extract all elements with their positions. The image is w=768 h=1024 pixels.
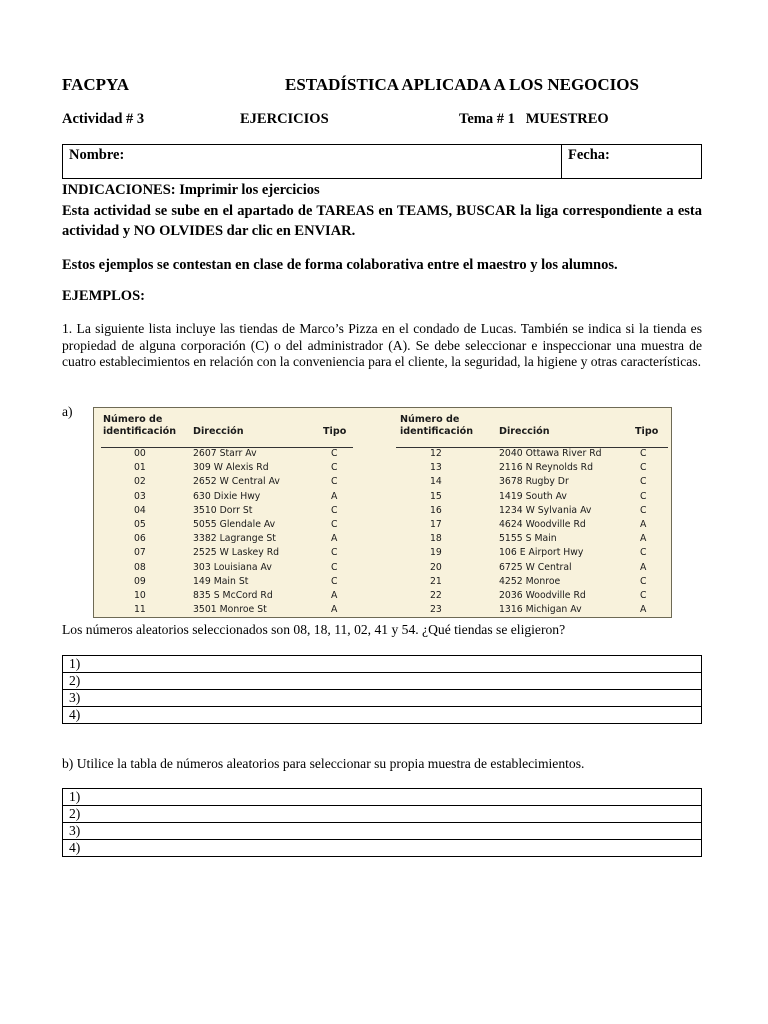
topic-label: Tema # 1 MUESTREO — [459, 111, 609, 127]
store-type: A — [640, 533, 647, 545]
store-type: A — [331, 533, 338, 545]
store-type: C — [640, 476, 647, 488]
store-row — [390, 518, 673, 532]
store-address: 3510 Dorr St — [193, 504, 253, 516]
store-address: 2525 W Laskey Rd — [193, 547, 280, 559]
store-row — [94, 589, 364, 603]
name-date-divider — [561, 145, 562, 178]
store-row — [94, 504, 364, 518]
answer-row[interactable] — [63, 823, 702, 840]
stores-rows-left — [94, 447, 364, 617]
name-field-label: Nombre: — [69, 147, 125, 163]
answer-row[interactable] — [63, 806, 702, 823]
store-address: 3501 Monroe St — [193, 604, 267, 616]
store-row — [390, 603, 673, 617]
store-row — [390, 461, 673, 475]
store-type: A — [640, 518, 647, 530]
store-id: 09 — [134, 575, 146, 587]
store-type: A — [640, 561, 647, 573]
store-address: 2040 Ottawa River Rd — [499, 448, 602, 459]
store-type: C — [331, 504, 338, 516]
stores-table — [93, 407, 672, 618]
store-type: C — [331, 518, 338, 530]
store-id: 14 — [430, 476, 442, 488]
store-row — [390, 561, 673, 575]
stores-header-type-left: Tipo — [323, 426, 347, 437]
answer-table-b — [62, 788, 702, 857]
store-type: C — [331, 547, 338, 559]
store-address: 2652 W Central Av — [193, 476, 280, 488]
store-id: 03 — [134, 490, 146, 502]
store-type: C — [331, 448, 338, 459]
header-id-line1: Número de — [103, 414, 163, 425]
examples-heading: EJEMPLOS: — [62, 288, 145, 304]
store-row — [390, 546, 673, 560]
answer-row[interactable] — [63, 840, 702, 857]
header-id-line2: identificación — [103, 426, 177, 437]
store-id: 13 — [430, 462, 442, 474]
store-id: 18 — [430, 533, 442, 545]
store-row — [94, 518, 364, 532]
store-type: C — [640, 575, 647, 587]
stores-header-address-left: Dirección — [193, 426, 244, 437]
store-type: C — [640, 504, 647, 516]
store-row — [94, 475, 364, 489]
answer-cell[interactable]: 4) — [63, 707, 702, 724]
store-id: 02 — [134, 476, 146, 488]
stores-header-id-right — [400, 414, 473, 438]
store-id: 04 — [134, 504, 146, 516]
answer-row[interactable] — [63, 673, 702, 690]
store-address: 1419 South Av — [499, 490, 567, 502]
store-id: 21 — [430, 575, 442, 587]
store-address: 835 S McCord Rd — [193, 589, 273, 601]
store-address: 4624 Woodville Rd — [499, 518, 586, 530]
store-row — [94, 461, 364, 475]
answer-row[interactable] — [63, 707, 702, 724]
store-type: A — [331, 490, 338, 502]
header-id-line1: Número de — [400, 414, 460, 425]
activity-type: EJERCICIOS — [240, 111, 329, 127]
store-row — [94, 490, 364, 504]
part-a-label: a) — [62, 404, 73, 419]
store-id: 23 — [430, 604, 442, 616]
store-address: 106 E Airport Hwy — [499, 547, 584, 559]
store-address: 1316 Michigan Av — [499, 604, 582, 616]
store-row — [390, 589, 673, 603]
store-id: 16 — [430, 504, 442, 516]
store-type: C — [331, 561, 338, 573]
answer-cell[interactable]: 1) — [63, 789, 702, 806]
instructions-line-1: INDICACIONES: Imprimir los ejercicios — [62, 182, 320, 198]
store-row — [390, 447, 673, 461]
question-b: b) Utilice la tabla de números aleatorios para seleccionar su propia muestra de establecimientos. — [62, 756, 585, 771]
store-id: 01 — [134, 462, 146, 474]
store-row — [94, 532, 364, 546]
store-id: 19 — [430, 547, 442, 559]
answer-cell[interactable]: 2) — [63, 806, 702, 823]
store-type: A — [640, 604, 647, 616]
store-id: 07 — [134, 547, 146, 559]
store-id: 20 — [430, 561, 442, 573]
instructions-line-2: Esta actividad se sube en el apartado de TAREAS en TEAMS, BUSCAR la liga correspondiente a esta actividad y NO OLVIDES dar clic en ENVIAR. — [62, 203, 702, 239]
store-id: 06 — [134, 533, 146, 545]
store-row — [390, 490, 673, 504]
store-id: 00 — [134, 448, 146, 459]
answer-cell[interactable]: 2) — [63, 673, 702, 690]
store-address: 2607 Starr Av — [193, 448, 257, 459]
store-type: C — [331, 476, 338, 488]
store-id: 17 — [430, 518, 442, 530]
answer-table-a — [62, 655, 702, 724]
store-type: C — [640, 547, 647, 559]
activity-number: Actividad # 3 — [62, 111, 145, 127]
store-row — [390, 504, 673, 518]
answer-row[interactable] — [63, 690, 702, 707]
store-address: 630 Dixie Hwy — [193, 490, 261, 502]
store-id: 15 — [430, 490, 442, 502]
store-type: A — [331, 604, 338, 616]
store-id: 05 — [134, 518, 146, 530]
answer-cell[interactable]: 1) — [63, 656, 702, 673]
answer-row[interactable] — [63, 656, 702, 673]
store-row — [94, 546, 364, 560]
store-type: C — [331, 575, 338, 587]
store-row — [94, 575, 364, 589]
stores-header-id-left — [103, 414, 176, 438]
store-id: 22 — [430, 589, 442, 601]
store-row — [390, 575, 673, 589]
name-date-box — [62, 144, 702, 179]
header-id-line2: identificación — [400, 426, 474, 437]
instructions-line-3: Estos ejemplos se contestan en clase de forma colaborativa entre el maestro y los alumnos. — [62, 257, 618, 273]
stores-rows-right — [390, 447, 673, 617]
answer-cell[interactable]: 3) — [63, 690, 702, 707]
store-address: 303 Louisiana Av — [193, 561, 272, 573]
store-address: 5155 S Main — [499, 533, 557, 545]
store-address: 309 W Alexis Rd — [193, 462, 269, 474]
store-type: C — [640, 589, 647, 601]
stores-header-address-right: Dirección — [499, 426, 550, 437]
store-id: 12 — [430, 448, 442, 459]
store-row — [390, 532, 673, 546]
course-title: ESTADÍSTICA APLICADA A LOS NEGOCIOS — [285, 75, 639, 94]
store-id: 11 — [134, 604, 146, 616]
store-row — [94, 603, 364, 617]
store-address: 3678 Rugby Dr — [499, 476, 569, 488]
store-address: 5055 Glendale Av — [193, 518, 276, 530]
store-address: 2116 N Reynolds Rd — [499, 462, 594, 474]
store-type: C — [331, 462, 338, 474]
store-id: 10 — [134, 589, 146, 601]
date-field-label: Fecha: — [568, 147, 610, 163]
store-address: 4252 Monroe — [499, 575, 561, 587]
question-a: Los números aleatorios seleccionados son 08, 18, 11, 02, 41 y 54. ¿Qué tiendas se eligieron? — [62, 622, 566, 637]
store-row — [94, 561, 364, 575]
problem-1-text: 1. La siguiente lista incluye las tiendas de Marco’s Pizza en el condado de Lucas. También se indica si la tienda es propiedad de alguna corporación (C) o del administrador (A). Se debe seleccionar e inspeccionar una muestra de cuatro establecimientos en relación con la conveniencia para el cliente, la seguridad, la higiene y otras características. — [62, 321, 702, 369]
answer-row[interactable] — [63, 789, 702, 806]
store-address: 3382 Lagrange St — [193, 533, 276, 545]
store-address: 1234 W Sylvania Av — [499, 504, 592, 516]
store-address: 149 Main St — [193, 575, 249, 587]
answer-cell[interactable]: 3) — [63, 823, 702, 840]
store-type: C — [640, 490, 647, 502]
store-id: 08 — [134, 561, 146, 573]
answer-cell[interactable]: 4) — [63, 840, 702, 857]
store-type: A — [331, 589, 338, 601]
stores-header-type-right: Tipo — [635, 426, 659, 437]
store-address: 6725 W Central — [499, 561, 572, 573]
store-type: C — [640, 462, 647, 474]
store-row — [390, 475, 673, 489]
course-code: FACPYA — [62, 75, 130, 94]
store-row — [94, 447, 364, 461]
store-type: C — [640, 448, 647, 459]
store-address: 2036 Woodville Rd — [499, 589, 586, 601]
